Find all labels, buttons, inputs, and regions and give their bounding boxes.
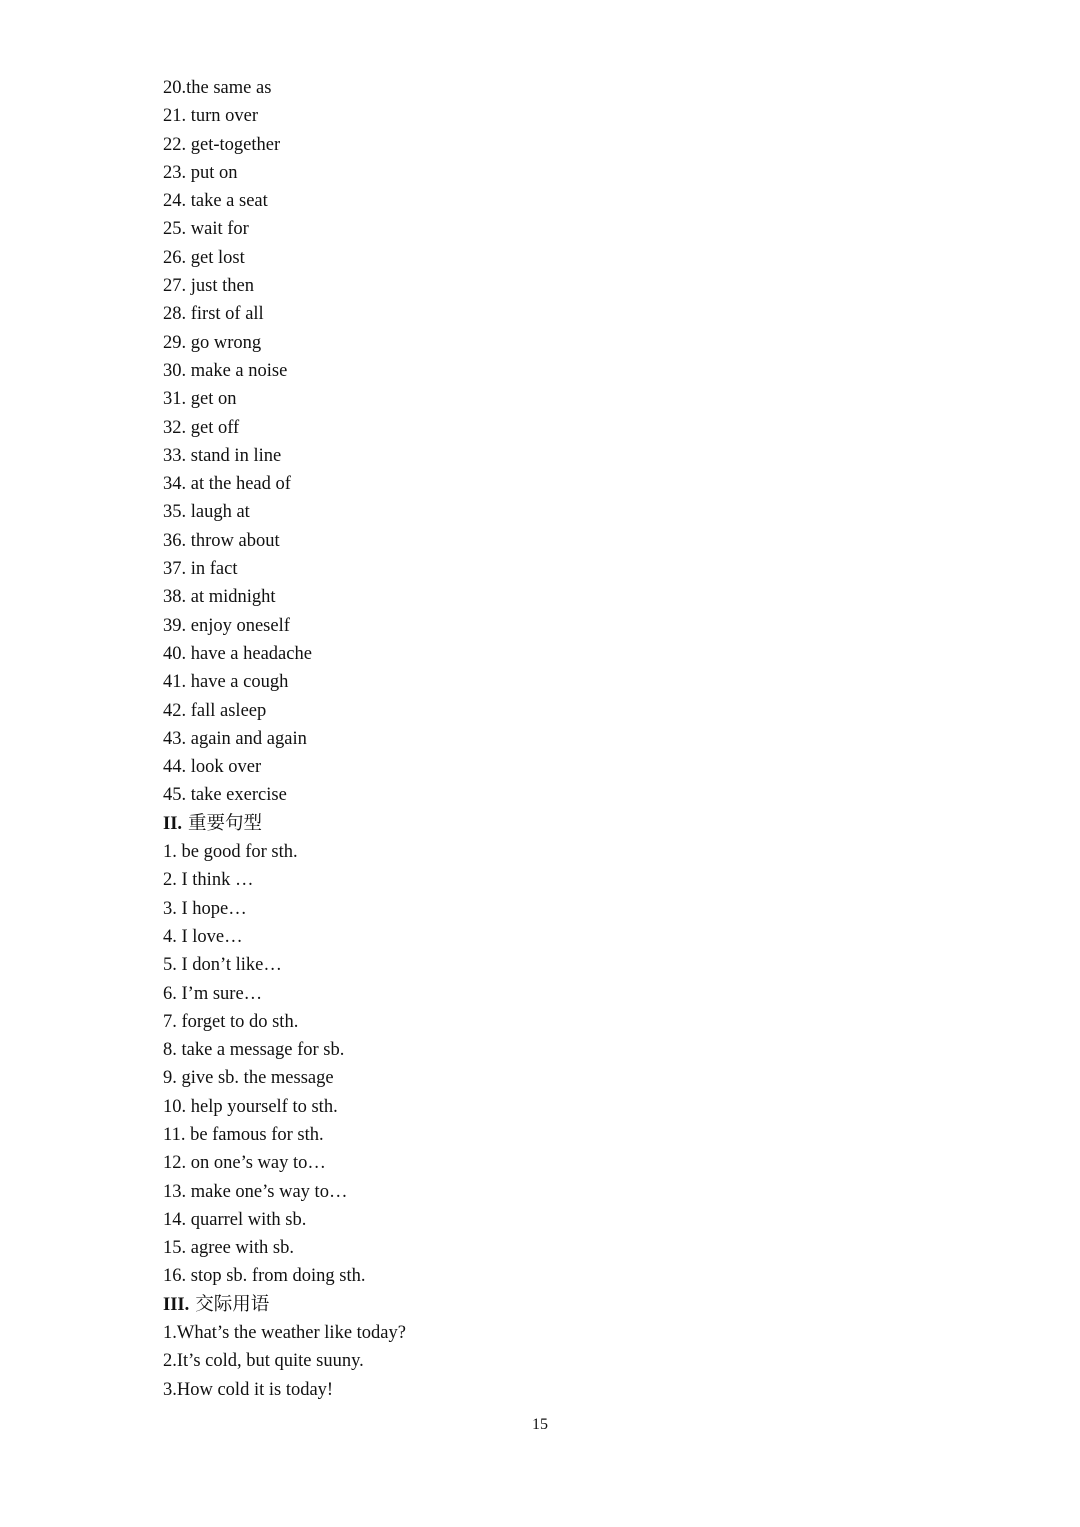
sentence-pattern-item: 16. stop sb. from doing sth. [163, 1266, 366, 1287]
sentence-pattern-item: 8. take a message for sb. [163, 1040, 345, 1061]
phrase-item: 20.the same as [163, 78, 272, 98]
section-title: 交际用语 [195, 1294, 270, 1315]
phrase-item: 40. have a headache [163, 643, 312, 664]
sentence-pattern-item: 7. forget to do sth. [163, 1011, 299, 1032]
sentence-pattern-list [163, 838, 406, 1291]
sentence-pattern-item: 12. on one’s way to… [163, 1153, 326, 1174]
phrase-item: 33. stand in line [163, 445, 282, 466]
sentence-pattern-item: 3. I hope… [163, 898, 247, 919]
phrase-item: 26. get lost [163, 247, 245, 268]
section-number: III. [163, 1294, 190, 1315]
communication-list [163, 1319, 406, 1404]
phrase-item: 31. get on [163, 389, 237, 410]
phrase-item: 41. have a cough [163, 672, 289, 693]
section-number: II. [163, 813, 183, 834]
phrase-item: 23. put on [163, 162, 238, 183]
phrase-list [163, 74, 406, 810]
phrase-item: 32. get off [163, 417, 240, 438]
phrase-item: 29. go wrong [163, 332, 262, 353]
sentence-pattern-item: 2. I think … [163, 870, 254, 891]
page-content [163, 74, 406, 1404]
sentence-pattern-item: 5. I don’t like… [163, 955, 282, 976]
phrase-item: 43. again and again [163, 728, 307, 749]
sentence-pattern-item: 14. quarrel with sb. [163, 1209, 307, 1230]
phrase-item: 36. throw about [163, 530, 280, 551]
phrase-item: 27. just then [163, 276, 254, 297]
phrase-item: 37. in fact [163, 559, 238, 580]
phrase-item: 24. take a seat [163, 191, 268, 212]
sentence-pattern-item: 10. help yourself to sth. [163, 1096, 338, 1117]
phrase-item: 44. look over [163, 757, 262, 778]
communication-item: 3.How cold it is today! [163, 1379, 334, 1400]
sentence-pattern-item: 11. be famous for sth. [163, 1124, 324, 1145]
phrase-item: 28. first of all [163, 304, 264, 325]
phrase-item: 30. make a noise [163, 360, 288, 381]
sentence-pattern-item: 9. give sb. the message [163, 1068, 334, 1089]
phrase-item: 21. turn over [163, 106, 259, 127]
section-heading-communication [163, 1291, 406, 1319]
phrase-item: 39. enjoy oneself [163, 615, 290, 636]
sentence-pattern-item: 4. I love… [163, 926, 243, 947]
phrase-item: 22. get-together [163, 134, 281, 155]
section-heading-sentence-patterns [163, 810, 406, 838]
sentence-pattern-item: 13. make one’s way to… [163, 1181, 348, 1202]
sentence-pattern-item: 1. be good for sth. [163, 842, 298, 863]
phrase-item: 42. fall asleep [163, 700, 267, 721]
phrase-item: 25. wait for [163, 219, 249, 240]
section-title: 重要句型 [188, 813, 263, 834]
phrase-item: 38. at midnight [163, 587, 276, 608]
phrase-item: 45. take exercise [163, 785, 287, 806]
communication-item: 1.What’s the weather like today? [163, 1323, 406, 1344]
sentence-pattern-item: 6. I’m sure… [163, 983, 263, 1004]
phrase-item: 34. at the head of [163, 474, 291, 495]
sentence-pattern-item: 15. agree with sb. [163, 1238, 295, 1259]
page-number: 15 [532, 1416, 548, 1433]
communication-item: 2.It’s cold, but quite suuny. [163, 1351, 364, 1372]
phrase-item: 35. laugh at [163, 502, 250, 523]
